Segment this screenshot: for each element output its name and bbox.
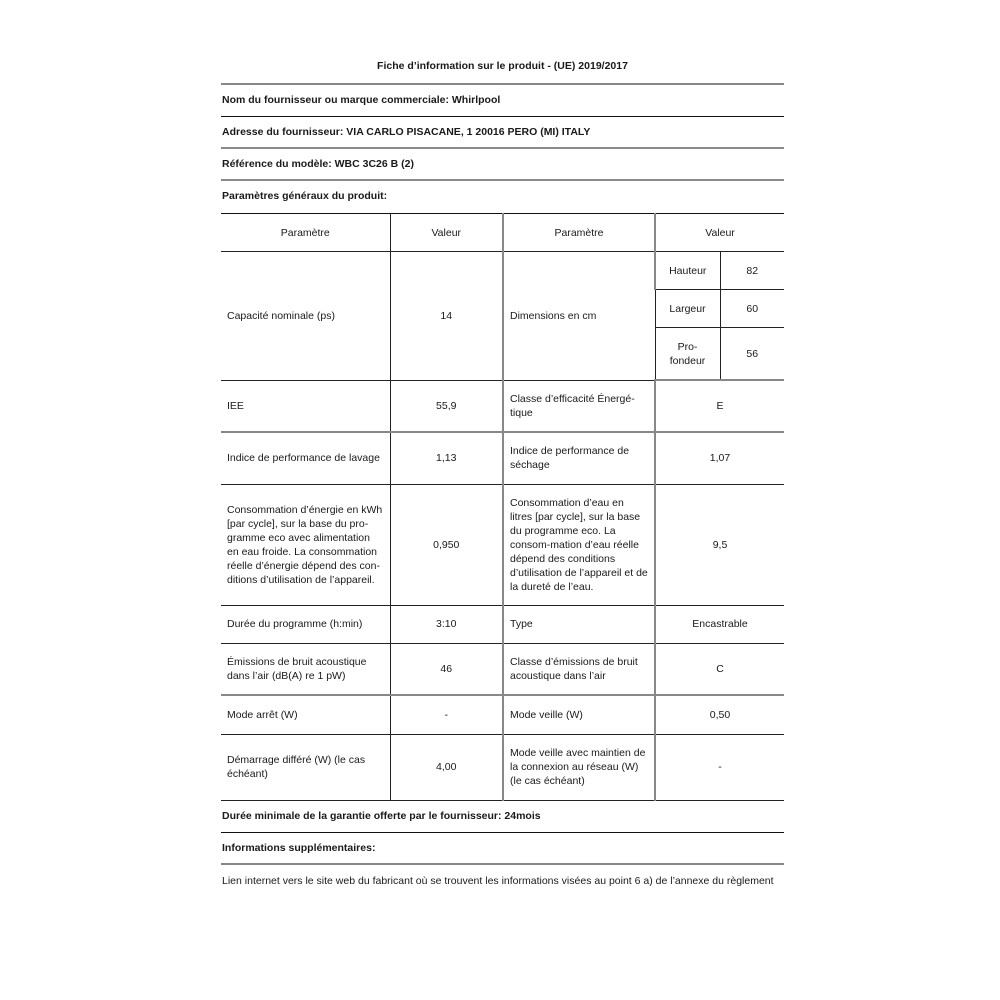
table-row xyxy=(221,432,784,484)
table-row xyxy=(221,605,784,643)
table-row xyxy=(221,734,784,800)
networked-standby-label: Mode veille avec maintien de la connexion au réseau (W) (le cas échéant) xyxy=(503,734,655,800)
drying-index-value: 1,07 xyxy=(655,432,784,484)
depth-label: Pro- fondeur xyxy=(655,328,720,381)
table-row xyxy=(221,643,784,695)
width-label: Largeur xyxy=(655,290,720,328)
drying-index-label: Indice de performance de séchage xyxy=(503,432,655,484)
document-title: Fiche d’information sur le produit - (UE) 2019/2017 xyxy=(221,56,784,85)
supplier-name: Nom du fournisseur ou marque commerciale: Whirlpool xyxy=(221,85,784,117)
noise-emission-value: 46 xyxy=(390,643,503,695)
table-row xyxy=(221,380,784,432)
capacity-value: 14 xyxy=(390,252,503,381)
off-mode-label: Mode arrêt (W) xyxy=(221,695,390,734)
manufacturer-website-text: Lien internet vers le site web du fabricant où se trouvent les informations visées au point 6 a) de l’annexe du règlement xyxy=(222,874,774,887)
energy-consumption-label: Consommation d’énergie en kWh [par cycle], sur la base du pro-gramme eco avec alimentation en eau froide. La consommation réelle d’énergie dépend des con-ditions d’utilisation de l’appareil. xyxy=(221,484,390,605)
noise-class-value: C xyxy=(655,643,784,695)
water-consumption-value: 9,5 xyxy=(655,484,784,605)
off-mode-value: - xyxy=(390,695,503,734)
type-value: Encastrable xyxy=(655,605,784,643)
header-parametre-1: Paramètre xyxy=(221,214,390,252)
warranty-duration: Durée minimale de la garantie offerte par le fournisseur: 24mois xyxy=(221,801,784,833)
model-reference: Référence du modèle: WBC 3C26 B (2) xyxy=(221,149,784,181)
product-info-sheet xyxy=(221,56,784,895)
capacity-label: Capacité nominale (ps) xyxy=(221,252,390,381)
water-consumption-label: Consommation d’eau en litres [par cycle], sur la base du programme eco. La consom-mation d’eau réelle dépend des conditions d’utilisation de l’appareil et de la dureté de l’eau. xyxy=(503,484,655,605)
program-duration-label: Durée du programme (h:min) xyxy=(221,605,390,643)
table-row xyxy=(221,484,784,605)
standby-mode-value: 0,50 xyxy=(655,695,784,734)
standby-mode-label: Mode veille (W) xyxy=(503,695,655,734)
height-value: 82 xyxy=(720,252,784,290)
delay-start-label: Démarrage différé (W) (le cas échéant) xyxy=(221,734,390,800)
noise-class-label: Classe d’émissions de bruit acoustique dans l’air xyxy=(503,643,655,695)
additional-info-heading: Informations supplémentaires: xyxy=(221,833,784,865)
table-row xyxy=(221,695,784,734)
washing-index-value: 1,13 xyxy=(390,432,503,484)
height-label: Hauteur xyxy=(655,252,720,290)
delay-start-value: 4,00 xyxy=(390,734,503,800)
table-header-row xyxy=(221,214,784,252)
width-value: 60 xyxy=(720,290,784,328)
type-label: Type xyxy=(503,605,655,643)
header-parametre-2: Paramètre xyxy=(503,214,655,252)
energy-class-label: Classe d’efficacité Énergé-tique xyxy=(503,380,655,432)
table-row xyxy=(221,252,784,290)
supplier-address: Adresse du fournisseur: VIA CARLO PISACANE, 1 20016 PERO (MI) ITALY xyxy=(221,117,784,149)
dimensions-label: Dimensions en cm xyxy=(503,252,655,381)
noise-emission-label: Émissions de bruit acoustique dans l’air (dB(A) re 1 pW) xyxy=(221,643,390,695)
iee-label: IEE xyxy=(221,380,390,432)
parameters-table xyxy=(221,213,784,801)
depth-value: 56 xyxy=(720,328,784,381)
header-valeur-2: Valeur xyxy=(655,214,784,252)
header-valeur-1: Valeur xyxy=(390,214,503,252)
washing-index-label: Indice de performance de lavage xyxy=(221,432,390,484)
general-parameters-heading: Paramètres généraux du produit: xyxy=(222,190,388,202)
energy-consumption-value: 0,950 xyxy=(390,484,503,605)
energy-class-value: E xyxy=(655,380,784,432)
iee-value: 55,9 xyxy=(390,380,503,432)
networked-standby-value: - xyxy=(655,734,784,800)
program-duration-value: 3:10 xyxy=(390,605,503,643)
